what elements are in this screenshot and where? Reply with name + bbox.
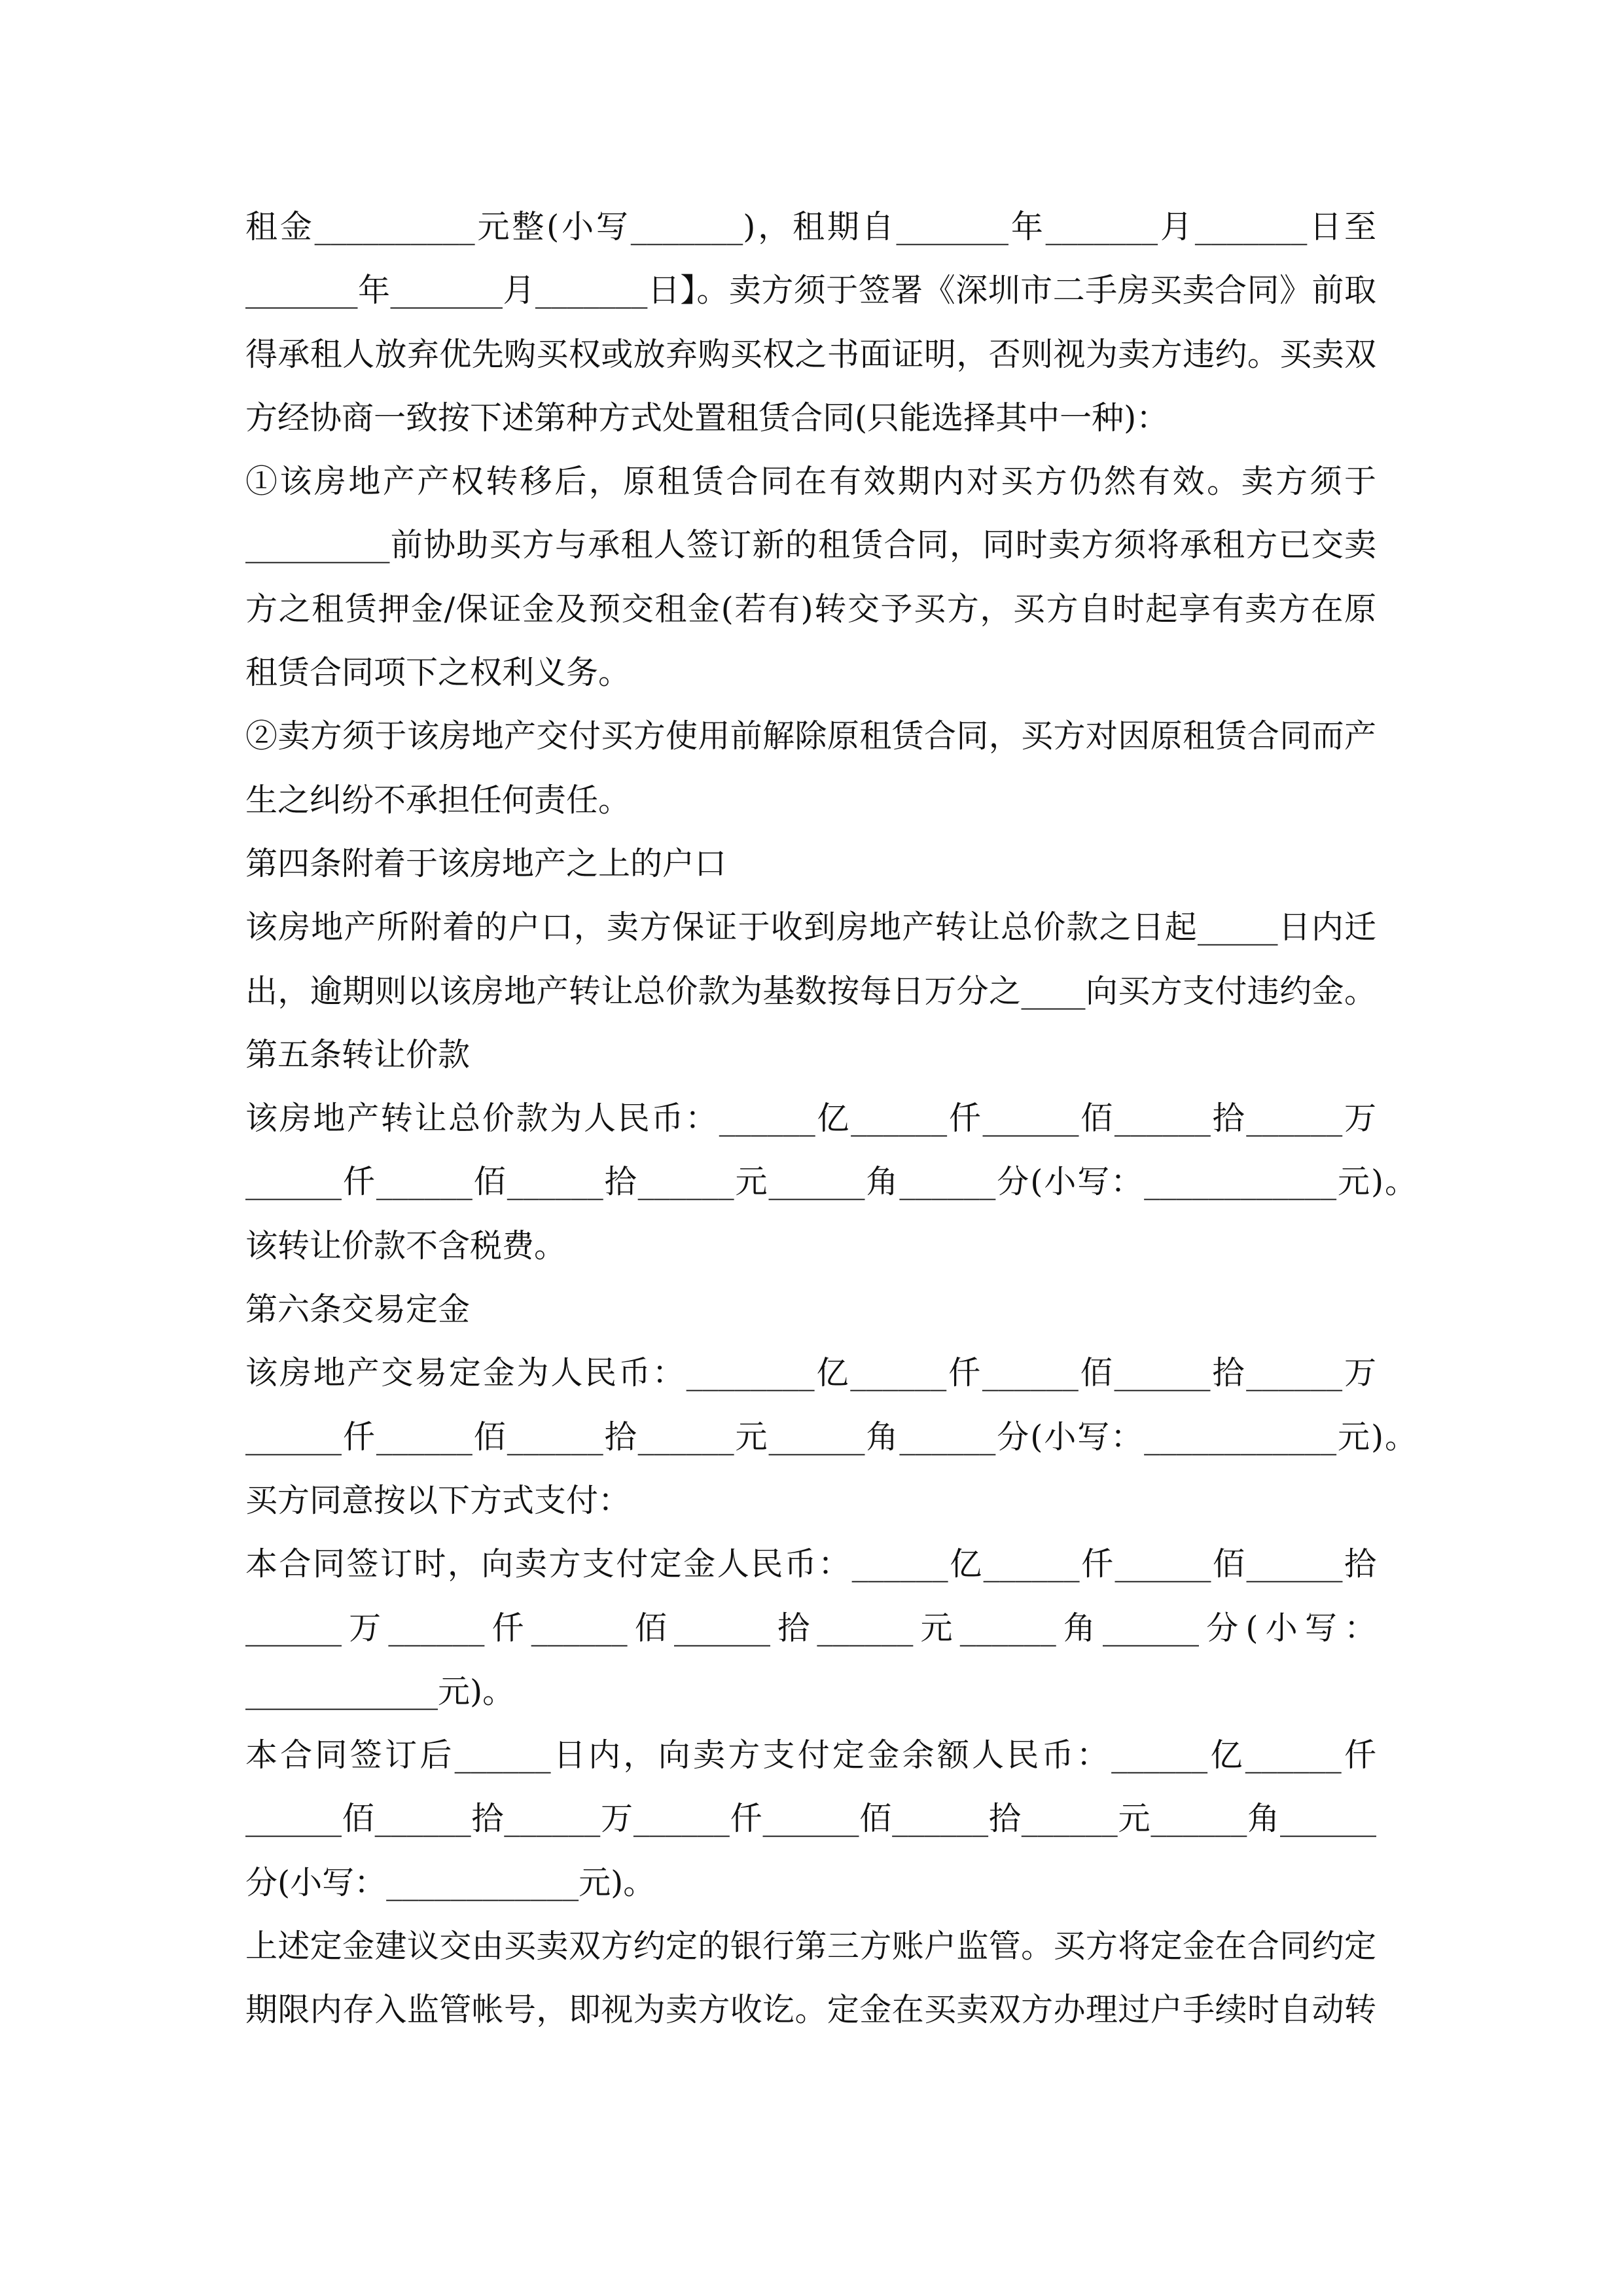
text-line: ②卖方须于该房地产交付买方使用前解除原租赁合同，买方对因原租赁合同而产 bbox=[245, 717, 1376, 755]
text-line: ____________元)。 bbox=[245, 1672, 515, 1710]
text-line: ______万______仟______佰______拾______元______角______分(小写： bbox=[245, 1609, 1376, 1647]
text-line: 方经协商一致按下述第种方式处置租赁合同(只能选择其中一种)： bbox=[245, 399, 1169, 437]
text-line: ______仟______佰______拾______元______角______分(小写：____________元)。 bbox=[245, 1418, 1417, 1456]
text-line: 生之纠纷不承担任何责任。 bbox=[245, 781, 631, 819]
text-line: 该转让价款不含税费。 bbox=[245, 1227, 567, 1265]
text-line: 期限内存入监管帐号，即视为卖方收讫。定金在买卖双方办理过户手续时自动转 bbox=[245, 1991, 1376, 2029]
text-line: 出，逾期则以该房地产转让总价款为基数按每日万分之____向买方支付违约金。 bbox=[245, 972, 1376, 1010]
text-line: 租赁合同项下之权利义务。 bbox=[245, 654, 631, 692]
text-line: ______佰______拾______万______仟______佰______拾______元______角______ bbox=[245, 1800, 1376, 1838]
section-heading: 第六条交易定金 bbox=[245, 1291, 471, 1329]
text-line: 该房地产交易定金为人民币：________亿______仟______佰______拾______万 bbox=[245, 1354, 1376, 1392]
text-line: _______年_______月_______日】。卖方须于签署《深圳市二手房买卖合同》前取 bbox=[245, 272, 1376, 310]
section-heading: 第五条转让价款 bbox=[245, 1035, 471, 1073]
text-line: 本合同签订后______日内，向卖方支付定金余额人民币：______亿______仟 bbox=[245, 1736, 1376, 1774]
text-line: 该房地产转让总价款为人民币：______亿______仟______佰______拾______万 bbox=[245, 1100, 1376, 1138]
text-line: 方之租赁押金/保证金及预交租金(若有)转交予买方，买方自时起享有卖方在原 bbox=[245, 590, 1376, 628]
text-line: 本合同签订时，向卖方支付定金人民币：______亿______仟______佰______拾 bbox=[245, 1545, 1376, 1583]
text-line: ______仟______佰______拾______元______角______分(小写：____________元)。 bbox=[245, 1163, 1417, 1201]
text-line: 得承租人放弃优先购买权或放弃购买权之书面证明，否则视为卖方违约。买卖双 bbox=[245, 335, 1376, 373]
text-line: _________前协助买方与承租人签订新的租赁合同，同时卖方须将承租方已交卖 bbox=[245, 526, 1376, 564]
text-line: 买方同意按以下方式支付： bbox=[245, 1481, 631, 1519]
text-line: ①该房地产产权转移后，原租赁合同在有效期内对买方仍然有效。卖方须于 bbox=[245, 463, 1376, 501]
text-line: 上述定金建议交由买卖双方约定的银行第三方账户监管。买方将定金在合同约定 bbox=[245, 1928, 1376, 1965]
text-line: 分(小写：____________元)。 bbox=[245, 1863, 656, 1901]
text-line: 租金__________元整(小写_______)，租期自_______年_______月_______日至 bbox=[245, 208, 1376, 245]
contract-body bbox=[245, 195, 1417, 2042]
section-heading: 第四条附着于该房地产之上的户口 bbox=[245, 844, 727, 882]
text-line: 该房地产所附着的户口，卖方保证于收到房地产转让总价款之日起_____日内迁 bbox=[245, 908, 1376, 946]
